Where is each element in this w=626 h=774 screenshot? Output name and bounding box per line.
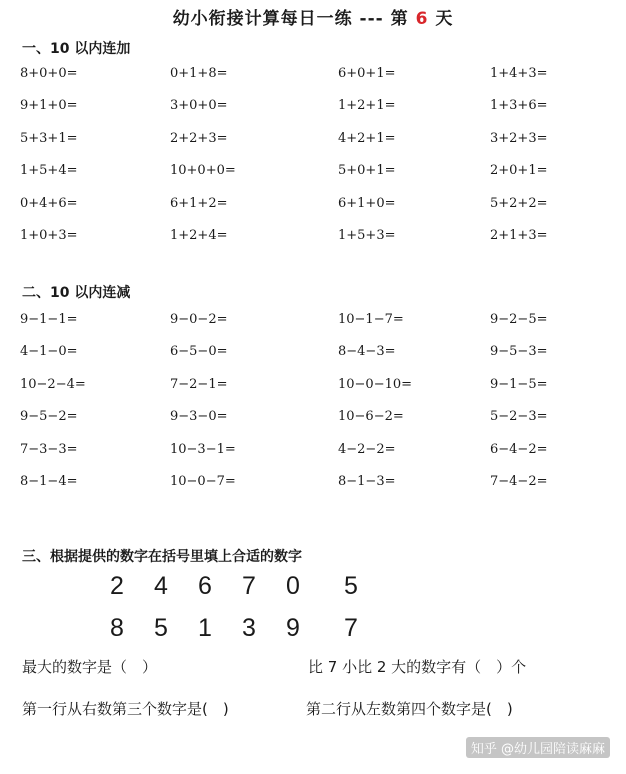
problem: 7−4−2= [490, 473, 548, 489]
subtraction-grid [20, 312, 600, 506]
problem: 0+4+6= [20, 195, 78, 211]
problem: 1+2+4= [170, 227, 228, 243]
problem: 8−4−3= [338, 344, 396, 360]
digit: 7 [344, 614, 358, 642]
problem: 6+1+0= [338, 195, 396, 211]
problem: 10−0−10= [338, 376, 413, 392]
problem-row [20, 409, 600, 441]
problem: 9+1+0= [20, 98, 78, 114]
problem: 1+5+3= [338, 227, 396, 243]
digit: 3 [242, 614, 256, 642]
digit: 9 [286, 614, 300, 642]
problem: 4−1−0= [20, 344, 78, 360]
problem: 6−5−0= [170, 344, 228, 360]
digit: 4 [154, 572, 168, 600]
title-prefix: 幼小衔接计算每日一练 --- 第 [172, 9, 409, 29]
problem: 10−3−1= [170, 441, 236, 457]
problem: 1+3+6= [490, 98, 548, 114]
problem: 0+1+8= [170, 66, 228, 81]
digit: 7 [242, 572, 256, 600]
problem-row [20, 98, 600, 130]
problem: 2+1+3= [490, 227, 548, 243]
section3-heading: 三、根据提供的数字在括号里填上合适的数字 [22, 549, 302, 565]
problem: 4−2−2= [338, 441, 396, 457]
problem-row [20, 442, 600, 474]
section2-heading: 二、10 以内连减 [22, 285, 131, 301]
question-row1-right-third: 第一行从右数第三个数字是( ) [22, 700, 229, 718]
problem: 6−4−2= [490, 441, 548, 457]
title-suffix: 天 [435, 9, 454, 29]
problem: 10−0−7= [170, 473, 236, 489]
digit: 5 [344, 572, 358, 600]
digit: 2 [110, 572, 124, 600]
digit: 6 [198, 572, 212, 600]
problem: 9−2−5= [490, 312, 548, 327]
problem: 3+2+3= [490, 130, 548, 146]
problem: 6+0+1= [338, 66, 396, 81]
problem-row [20, 131, 600, 163]
problem: 10−2−4= [20, 376, 86, 392]
problem-row [20, 163, 600, 195]
problem: 2+2+3= [170, 130, 228, 146]
question-row2-left-fourth: 第二行从左数第四个数字是( ) [306, 700, 513, 718]
problem: 10−6−2= [338, 409, 404, 425]
problem: 1+2+1= [338, 98, 396, 114]
title-day-number: 6 [415, 9, 429, 29]
problem-row [20, 377, 600, 409]
problem: 4+2+1= [338, 130, 396, 146]
problem: 5+2+2= [490, 195, 548, 211]
problem: 8−1−3= [338, 473, 396, 489]
digit: 0 [286, 572, 300, 600]
digit: 5 [154, 614, 168, 642]
problem-row [20, 312, 600, 344]
section1-heading: 一、10 以内连加 [22, 41, 131, 57]
problem: 9−1−5= [490, 376, 548, 392]
problem-row [20, 196, 600, 228]
problem-row [20, 66, 600, 98]
problem: 7−3−3= [20, 441, 78, 457]
problem: 10−1−7= [338, 312, 404, 327]
problem: 6+1+2= [170, 195, 228, 211]
problem: 9−1−1= [20, 312, 78, 327]
problem: 3+0+0= [170, 98, 228, 114]
problem-row [20, 474, 600, 506]
problem: 5−2−3= [490, 409, 548, 425]
problem: 10+0+0= [170, 163, 236, 179]
question-count-between: 比 7 小比 2 大的数字有（ ）个 [308, 658, 527, 676]
problem: 8−1−4= [20, 473, 78, 489]
problem-row [20, 228, 600, 260]
problem: 1+5+4= [20, 163, 78, 179]
digit: 1 [198, 614, 212, 642]
problem: 1+0+3= [20, 227, 78, 243]
problem: 2+0+1= [490, 163, 548, 179]
problem: 8+0+0= [20, 66, 78, 81]
problem: 1+4+3= [490, 66, 548, 81]
problem: 7−2−1= [170, 376, 228, 392]
watermark: 知乎 @幼儿园陪读麻麻 [466, 737, 610, 758]
addition-grid [20, 66, 600, 260]
problem: 9−5−2= [20, 409, 78, 425]
problem: 9−0−2= [170, 312, 228, 327]
problem: 9−5−3= [490, 344, 548, 360]
question-largest-digit: 最大的数字是（ ） [22, 658, 158, 676]
problem: 5+0+1= [338, 163, 396, 179]
problem-row [20, 344, 600, 376]
digit: 8 [110, 614, 124, 642]
problem: 5+3+1= [20, 130, 78, 146]
problem: 9−3−0= [170, 409, 228, 425]
page-title [0, 4, 626, 29]
